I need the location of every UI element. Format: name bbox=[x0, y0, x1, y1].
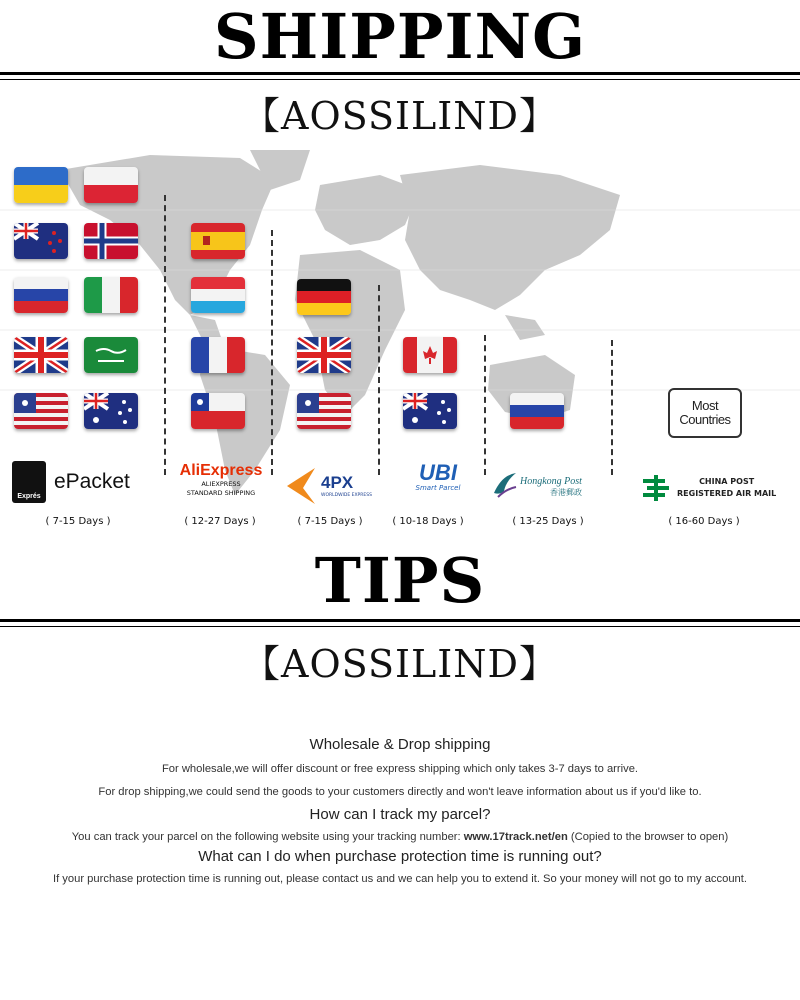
china-post-emblem-icon bbox=[641, 473, 673, 503]
aliexpress-sub2: STANDARD SHIPPING bbox=[186, 489, 256, 497]
aliexpress-logo bbox=[176, 462, 266, 510]
hongkong-post-label: Hongkong Post bbox=[520, 475, 582, 487]
aliexpress-days: ( 12-27 Days ) bbox=[184, 516, 256, 527]
4px-days: ( 7-15 Days ) bbox=[297, 516, 363, 527]
tip-heading-protection: What can I do when purchase protection time is running out? bbox=[198, 848, 602, 865]
new-zealand-flag-icon bbox=[14, 223, 68, 259]
aliexpress-label: AliExpress bbox=[179, 462, 263, 479]
4px-logo bbox=[285, 462, 375, 510]
uk-flag-icon bbox=[14, 337, 68, 373]
hongkong-post-sub-label: 香港郵政 bbox=[549, 487, 582, 497]
aliexpress-sub1: ALIEXPRESS bbox=[201, 480, 241, 488]
tip-text-tracking bbox=[0, 829, 800, 845]
divider-rule bbox=[0, 626, 800, 627]
germany-flag-icon bbox=[297, 279, 351, 315]
tracking-text-pre: You can track your parcel on the following website using your tracking number: bbox=[71, 831, 461, 843]
epacket-days: ( 7-15 Days ) bbox=[45, 516, 111, 527]
china-post-days: ( 16-60 Days ) bbox=[668, 516, 740, 527]
ukraine-flag-icon bbox=[14, 167, 68, 203]
tip-text-wholesale: For wholesale,we will offer discount or free express shipping which only takes 3-7 days to arrive. bbox=[161, 763, 639, 775]
epacket-emblem-icon bbox=[12, 461, 46, 503]
tracking-link[interactable]: www.17track.net/en bbox=[463, 831, 568, 843]
tracking-text-post: (Copied to the browser to open) bbox=[570, 831, 729, 843]
ubi-sub-label: Smart Parcel bbox=[415, 484, 461, 492]
poland-flag-icon bbox=[84, 167, 138, 203]
brand-name: 【AOSSILIND】 bbox=[242, 94, 558, 138]
tips-title: TIPS bbox=[314, 544, 486, 617]
china-post-sub-label: REGISTERED AIR MAIL bbox=[677, 489, 777, 498]
epacket-logo bbox=[12, 458, 152, 506]
most-countries-badge bbox=[668, 388, 742, 438]
uk-flag-icon bbox=[297, 337, 351, 373]
column-divider bbox=[271, 230, 273, 475]
hongkong-post-days: ( 13-25 Days ) bbox=[512, 516, 584, 527]
hongkong-post-logo bbox=[492, 462, 592, 510]
epacket-sub-label: Exprés bbox=[17, 493, 41, 500]
4px-label: 4PX bbox=[321, 472, 354, 492]
tip-heading-tracking: How can I track my parcel? bbox=[309, 806, 491, 823]
column-divider bbox=[484, 335, 486, 475]
ubi-logo bbox=[398, 462, 478, 510]
russia-flag-icon bbox=[14, 277, 68, 313]
australia-flag-icon bbox=[403, 393, 457, 429]
tip-text-protection: If your purchase protection time is running out, please contact us and we can help you to extend it. So your money will not go to my account. bbox=[52, 873, 747, 885]
russia-flag-icon bbox=[510, 393, 564, 429]
tip-heading-wholesale: Wholesale & Drop shipping bbox=[309, 736, 491, 753]
ubi-label: UBI bbox=[419, 460, 457, 485]
china-post-logo bbox=[641, 464, 791, 512]
divider-rule bbox=[0, 619, 800, 622]
tips-section bbox=[0, 735, 800, 887]
column-divider bbox=[164, 195, 166, 475]
hongkong-post-bird-icon bbox=[492, 471, 518, 501]
most-countries-line1: Most bbox=[691, 398, 719, 413]
column-divider bbox=[378, 285, 380, 475]
tip-text-dropshipping: For drop shipping,we could send the goods to your customers directly and won't leave information about us if you'd like to. bbox=[98, 786, 702, 798]
most-countries-line2: Countries bbox=[679, 412, 731, 427]
china-post-label: CHINA POST bbox=[699, 477, 755, 486]
epacket-label: ePacket bbox=[54, 470, 130, 493]
tips-brand-name: 【AOSSILIND】 bbox=[242, 642, 558, 686]
italy-flag-icon bbox=[84, 277, 138, 313]
saudi-arabia-flag-icon bbox=[84, 337, 138, 373]
spain-flag-icon bbox=[191, 223, 245, 259]
luxembourg-flag-icon bbox=[191, 277, 245, 313]
norway-flag-icon bbox=[84, 223, 138, 259]
canada-flag-icon bbox=[403, 337, 457, 373]
divider-rule bbox=[0, 72, 800, 75]
chile-flag-icon bbox=[191, 393, 245, 429]
usa-flag-icon bbox=[297, 393, 351, 429]
australia-flag-icon bbox=[84, 393, 138, 429]
shipping-title: SHIPPING bbox=[213, 0, 587, 73]
divider-rule bbox=[0, 79, 800, 80]
ubi-days: ( 10-18 Days ) bbox=[392, 516, 464, 527]
4px-sub-label: WORLDWIDE EXPRESS bbox=[321, 492, 372, 498]
column-divider bbox=[611, 340, 613, 475]
usa-flag-icon bbox=[14, 393, 68, 429]
4px-emblem-icon bbox=[285, 466, 317, 506]
france-flag-icon bbox=[191, 337, 245, 373]
